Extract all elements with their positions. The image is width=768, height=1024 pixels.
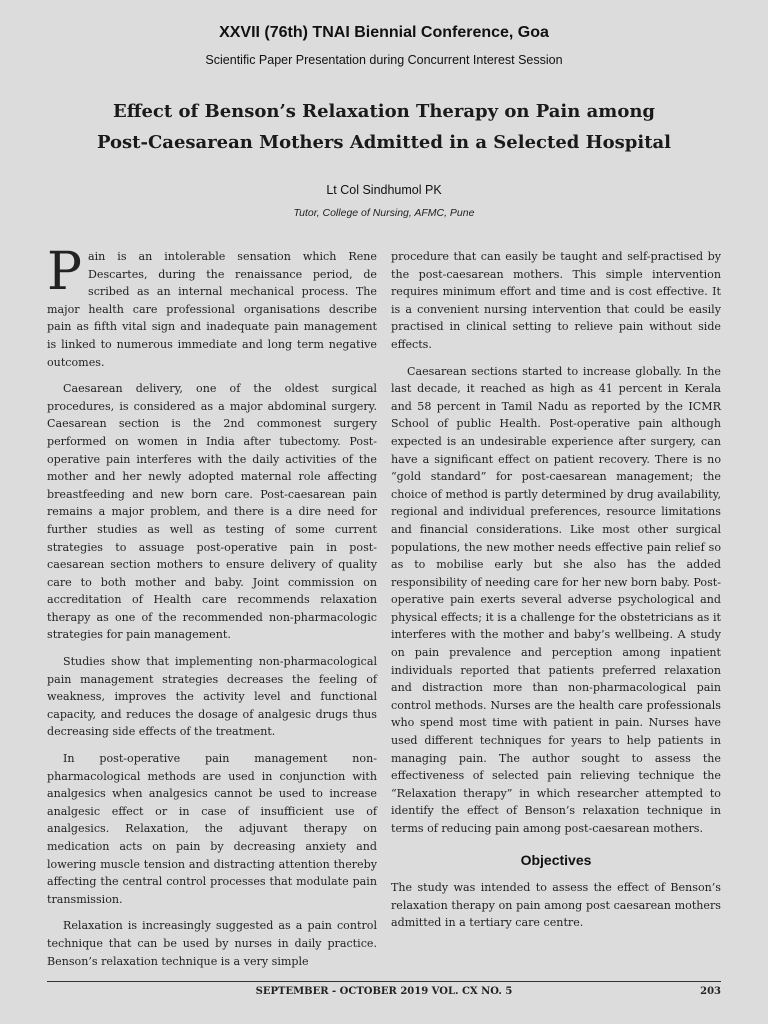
title-line-1: Effect of Benson’s Relaxation Therapy on Pain among bbox=[112, 101, 655, 122]
intro-paragraph bbox=[47, 242, 377, 371]
footer-issue: SEPTEMBER - OCTOBER 2019 VOL. CX NO. 5 bbox=[255, 986, 513, 997]
page-number: 203 bbox=[700, 986, 721, 997]
conference-title: XXVII (76th) TNAI Biennial Conference, Goa bbox=[219, 24, 549, 41]
body-paragraph: Caesarean sections started to increase globally. In the last decade, it reached as high as 41 percent in Kerala and 58 percent in Tamil Nadu as reported by the ICMR School of public Health. Post-operative pain although expected is an undesirable experience after surgery, can have a significant effect on patient recovery. There is no “gold standard” for post-caesarean management; the choice of method is partly determined by drug availability, regional and individual preferences, resource limitations and financial considerations. Like most other surgical populations, the new mother needs effective pain relief so as to mobilise early but she also has the added responsibility of needing care for her new born baby. Post-operative pain exerts several adverse psychological and physical effects; it is a challenge for the obstetricians as it interferes with the mother and baby’s wellbeing. A study on pain prevalence and perception among inpatient individuals reported that patients preferred relaxation and distraction more than non-pharmacological pain control methods. Nurses are the health care professionals who spend most time with patient in pain. Nurses have used different techniques for years to help patients in managing pain. The author sought to assess the effectiveness of selected pain relieving technique the “Relaxation therapy” in which researcher attempted to identify the effect of Benson’s relaxation technique in terms of reducing pain among post-caesarean mothers. bbox=[391, 364, 721, 835]
body-paragraph: Studies show that implementing non-pharmacological pain management strategies decreases the feeling of weakness, improves the activity level and functional capacity, and reduces the dosage of analgesic drugs thus decreasing side effects of the treatment. bbox=[47, 655, 377, 739]
body-paragraph: Caesarean delivery, one of the oldest surgical procedures, is considered as a major abdominal surgery. Caesarean section is the 2nd commonest surgery performed on women in India after tubectomy. Post-operative pain interferes with the daily activities of the mother and her newly adopted maternal role affecting breastfeeding and new born care. Post-caesarean pain remains a major problem, and there is a dire need for further studies as well as testing of some current strategies to assuage post-operative pain in post-caesarean section mothers to ensure delivery of quality care to both mother and baby. Joint commission on accreditation of Health care recommends relaxation therapy as one of the recommended non-pharmacologic strategies for pain management. bbox=[47, 382, 377, 642]
footer-rule bbox=[47, 981, 721, 982]
body-paragraph: In post-operative pain management non-pharmacological methods are used in conjunction with analgesics when analgesics cannot be used to increase analgesic effect or in case of insufficient use of analgesics. Relaxation, the adjuvant therapy on medication acts on pain by decreasing anxiety and lowering muscle tension and distracting attention thereby affecting the central control processes that modulate pain transmission. bbox=[47, 752, 377, 906]
author-affiliation: Tutor, College of Nursing, AFMC, Pune bbox=[293, 207, 475, 219]
right-column bbox=[391, 248, 721, 941]
author-name: Lt Col Sindhumol PK bbox=[326, 183, 442, 197]
objectives-heading: Objectives bbox=[520, 851, 592, 868]
body-paragraph: procedure that can easily be taught and self-practised by the post-caesarean mothers. This simple intervention requires minimum effort and time and is cost effective. It is a convenient nursing intervention that could be easily practised in clinical setting to relieve pain without side effects. bbox=[391, 250, 721, 351]
intro-text: ain is an intolerable sensation which Rene Descartes, during the renaissance period, de scribed as an internal mechanical process. The major health care professional organisations describe pain as fifth vital sign and inadequate pain management is linked to numerous immediate and long term negative outcomes. bbox=[47, 250, 377, 369]
objectives-paragraph: The study was intended to assess the effect of Benson’s relaxation therapy on pain among post caesarean mothers admitted in a tertiary care centre. bbox=[391, 881, 721, 930]
left-column bbox=[47, 242, 377, 979]
article-title bbox=[0, 96, 768, 158]
title-line-2: Post-Caesarean Mothers Admitted in a Selected Hospital bbox=[96, 132, 672, 153]
drop-cap: P bbox=[47, 242, 82, 302]
body-paragraph: Relaxation is increasingly suggested as a pain control technique that can be used by nurses in daily practice. Benson’s relaxation technique is a very simple bbox=[47, 919, 377, 968]
session-subtitle: Scientific Paper Presentation during Concurrent Interest Session bbox=[205, 53, 563, 67]
